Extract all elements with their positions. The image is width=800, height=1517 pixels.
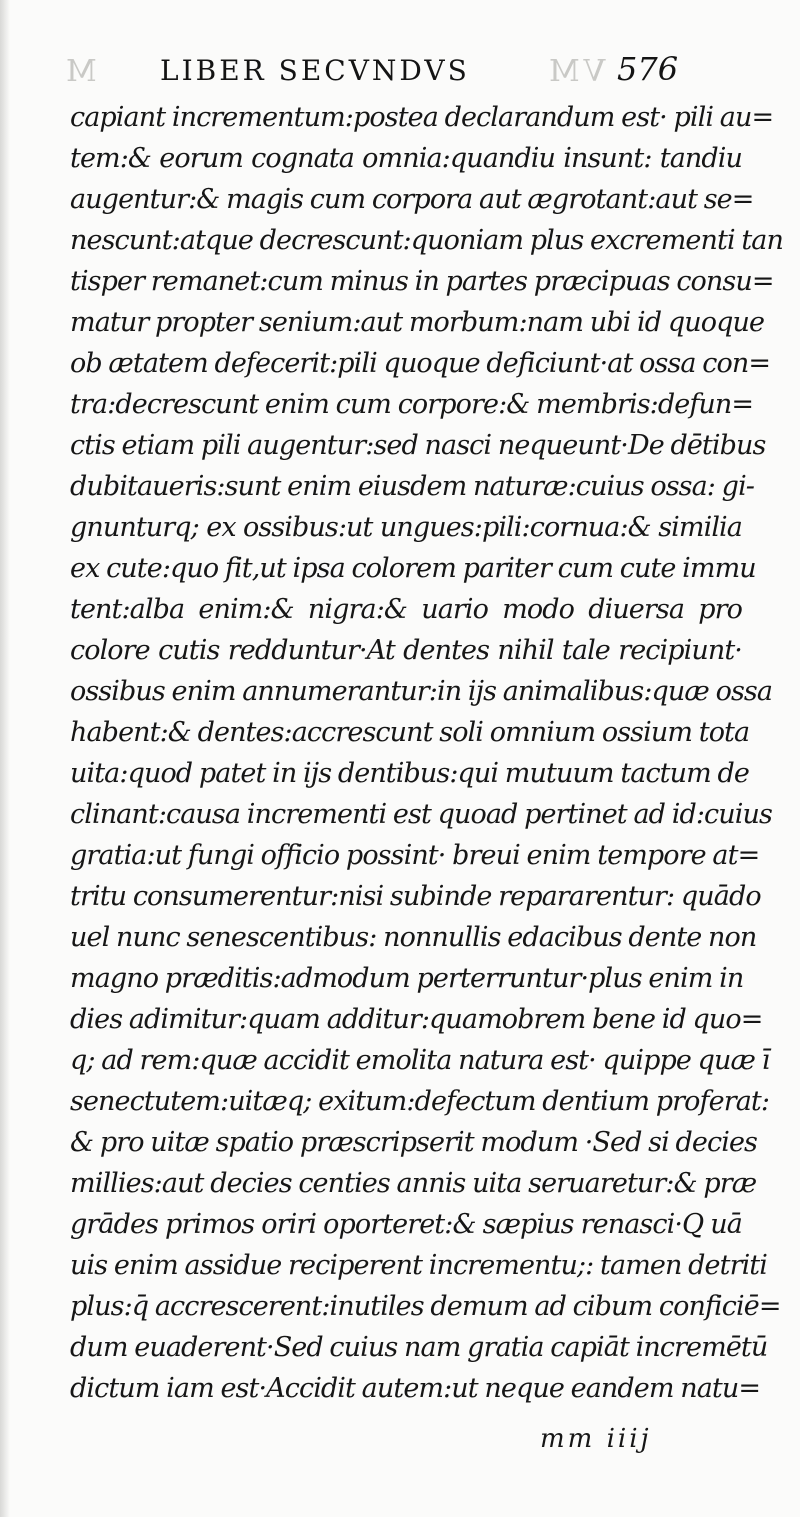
text-line: grādes primos oriri oporteret:& sæpius renasci·Q uā (70, 1209, 742, 1240)
text-line: q; ad rem:quæ accidit emolita natura est· quippe quæ ī (70, 1045, 770, 1076)
page-number: 576 (617, 50, 679, 88)
text-line: ex cute:quo fit,ut ipsa colorem pariter cum cute immu (70, 553, 756, 584)
text-line: tra:decrescunt enim cum corpore:& membris:defun= (70, 389, 754, 420)
text-line: clinant:causa incrementi est quoad pertinet ad id:cuius (70, 799, 772, 830)
body-text (70, 97, 783, 1409)
text-line: tisper remanet:cum minus in partes præcipuas consu= (70, 266, 774, 297)
show-through-mark-left: M (62, 54, 97, 89)
text-line: dum euaderent·Sed cuius nam gratia capiāt incremētū (70, 1332, 768, 1363)
signature-mark: mm iiij (540, 1424, 652, 1454)
text-line: ctis etiam pili augentur:sed nasci nequeunt·De dētibus (70, 430, 766, 461)
show-through-mark-right: VM (545, 54, 606, 89)
text-line: colore cutis redduntur·At dentes nihil tale recipiunt· (70, 635, 742, 666)
text-line: dubitaueris:sunt enim eiusdem naturæ:cuius ossa: gi- (70, 471, 755, 502)
text-line: habent:& dentes:accrescunt soli omnium ossium tota (70, 717, 750, 748)
text-line: tem:& eorum cognata omnia:quandiu insunt: tandiu (70, 143, 742, 174)
text-line: plus:q̄ accrescerent:inutiles demum ad cibum conficiē= (70, 1291, 781, 1322)
text-line: uis enim assidue reciperent incrementu;: tamen detriti (70, 1250, 767, 1281)
running-head: LIBER SECVNDVS (160, 54, 470, 87)
text-line: capiant incrementum:postea declarandum est· pili au= (70, 102, 774, 133)
text-line: gratia:ut fungi officio possint· breui enim tempore at= (70, 840, 760, 871)
text-line: millies:aut decies centies annis uita seruaretur:& præ (70, 1168, 757, 1199)
page-edge-shadow (0, 0, 10, 1517)
text-line: & pro uitæ spatio præscripserit modum ·Sed si decies (70, 1127, 757, 1158)
text-line: tritu consumerentur:nisi subinde repararentur: quādo (70, 881, 761, 912)
text-line: dies adimitur:quam additur:quamobrem bene id quo= (70, 1004, 763, 1035)
text-line: ob ætatem defecerit:pili quoque deficiunt·at ossa con= (70, 348, 771, 379)
text-line: uel nunc senescentibus: nonnullis edacibus dente non (70, 922, 757, 953)
text-line: augentur:& magis cum corpora aut ægrotant:aut se= (70, 184, 754, 215)
text-line: nescunt:atque decrescunt:quoniam plus excrementi tan (70, 225, 783, 256)
text-line: gnunturq; ex ossibus:ut ungues:pili:cornua:& similia (70, 512, 742, 543)
text-line: matur propter senium:aut morbum:nam ubi id quoque (70, 307, 765, 338)
text-line: uita:quod patet in ijs dentibus:qui mutuum tactum de (70, 758, 749, 789)
text-line: senectutem:uitæq; exitum:defectum dentium proferat: (70, 1086, 770, 1117)
text-line: ossibus enim annumerantur:in ijs animalibus:quæ ossa (70, 676, 773, 707)
text-line: dictum iam est·Accidit autem:ut neque eandem natu= (70, 1373, 761, 1404)
text-line: tent:alba enim:& nigra:& uario modo diuersa pro (70, 594, 742, 625)
text-line: magno præditis:admodum perterruntur·plus enim in (70, 963, 744, 994)
